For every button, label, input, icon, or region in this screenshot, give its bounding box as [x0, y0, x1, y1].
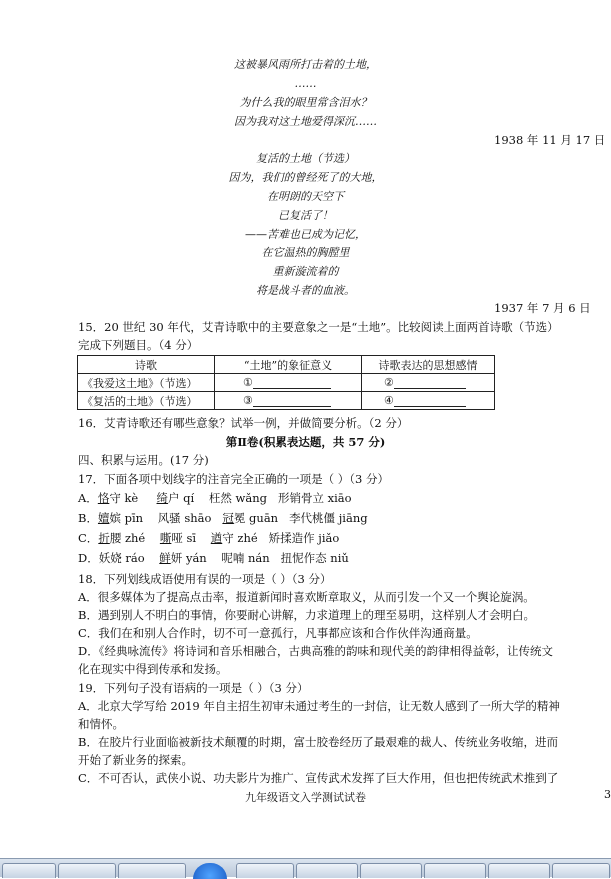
poem2-line: 在明朗的天空下	[267, 190, 344, 203]
poem2-line: ——苦难也已成为记忆，	[245, 228, 366, 241]
q19-option-b: B．在胶片行业面临被新技术颠覆的时期，富士胶卷经历了最艰难的裁人、传统业务收缩，进而	[78, 735, 558, 749]
part4-title: 四、积累与运用。(17 分)	[78, 453, 209, 467]
q17-option-a: A．恪守 kè 绮户 qí 枉然 wǎng 形销骨立 xiāo	[78, 491, 352, 505]
poem2-date: 1937 年 7 月 6 日	[494, 301, 591, 315]
table-row	[78, 392, 495, 410]
section-title: 第Ⅱ卷(积累表达题，共 57 分)	[225, 435, 386, 449]
q18-option-b: B．遇到别人不明白的事情，你要耐心讲解，力求道理上的理至易明，这样别人才会明白。	[78, 608, 535, 622]
q18-stem: 18．下列划线成语使用有误的一项是（ ）（3 分）	[78, 572, 332, 586]
poem1-line: ……	[294, 77, 317, 90]
q17-option-c: C．折腰 zhé 嘶哑 sī 遒守 zhé 矫揉造作 jiǎo	[78, 531, 340, 545]
q17-option-d: D．妖娆 ráo 鲜妍 yán 呢喃 nán 扭怩作态 niǔ	[78, 551, 349, 565]
q19-option-a-cont: 和情怀。	[78, 717, 124, 731]
q19-option-c: C．不可否认，武侠小说、功夫影片为推广、宣传武术发挥了巨大作用，但也把传统武术推到了	[78, 771, 559, 785]
table-header: 诗歌表达的思想感情	[362, 356, 495, 374]
poem2-title: 复活的土地（节选）	[256, 152, 355, 165]
taskbar	[0, 858, 611, 877]
table-cell-poem: 《复活的土地》（节选）	[78, 392, 215, 410]
poem1-line: 这被暴风雨所打击着的土地，	[234, 58, 377, 71]
page-footer: 九年级语文入学测试试卷	[245, 791, 366, 804]
q19-stem: 19．下列句子没有语病的一项是（ ）（3 分）	[78, 681, 309, 695]
answer-blank-3[interactable]: ③	[215, 392, 362, 410]
q15-stem: 15．20 世纪 30 年代，艾青诗歌中的主要意象之一是“土地”。比较阅读上面两首诗歌（节选）	[78, 320, 559, 334]
q18-option-d: D．《经典咏流传》将诗词和音乐相融合，古典高雅的韵味和现代美的韵律相得益彰，让传统文	[78, 644, 553, 658]
q15-table	[77, 355, 495, 410]
start-orb-icon[interactable]	[193, 863, 227, 879]
q17-option-b: B．嬗嫔 pīn 风骚 shāo 冠冕 guān 李代桃僵 jiāng	[78, 511, 368, 525]
answer-blank-1[interactable]: ①	[215, 374, 362, 392]
table-cell-poem: 《我爱这土地》（节选）	[78, 374, 215, 392]
answer-blank-4[interactable]: ④	[362, 392, 495, 410]
q19-option-a: A．北京大学写给 2019 年自主招生初审未通过考生的一封信，让无数人感到了一所大学的精神	[78, 699, 560, 713]
table-header: “土地”的象征意义	[215, 356, 362, 374]
poem2-line: 已复活了！	[278, 209, 333, 222]
poem2-line: 将是战斗者的血液。	[256, 284, 355, 297]
answer-blank-2[interactable]: ②	[362, 374, 495, 392]
poem2-line: 因为，我们的曾经死了的大地，	[228, 171, 383, 184]
table-row	[78, 374, 495, 392]
q17-stem: 17．下面各项中划线字的注音完全正确的一项是（ ）（3 分）	[78, 472, 390, 486]
q16-stem: 16．艾青诗歌还有哪些意象？试举一例，并做简要分析。（2 分）	[78, 416, 409, 430]
q18-option-c: C．我们在和别人合作时，切不可一意孤行，凡事都应该和合作伙伴沟通商量。	[78, 626, 478, 640]
table-header-row	[78, 356, 495, 374]
q15-stem-cont: 完成下列题目。（4 分）	[78, 338, 199, 352]
q18-option-a: A．很多媒体为了提高点击率，报道新闻时喜欢断章取义，从而引发一个又一个舆论旋涡。	[78, 590, 535, 604]
poem1-line: 为什么我的眼里常含泪水？	[239, 96, 372, 109]
q18-option-d-cont: 化在现实中得到传承和发扬。	[78, 662, 228, 676]
table-header: 诗歌	[78, 356, 215, 374]
page-number: 3	[604, 788, 611, 801]
poem1-line: 因为我对这土地爱得深沉……	[234, 115, 377, 128]
poem2-line: 重新漩流着的	[272, 265, 339, 278]
poem2-line: 在它温热的胸膛里	[261, 246, 350, 259]
q19-option-b-cont: 开始了新业务的探索。	[78, 753, 193, 767]
poem1-date: 1938 年 11 月 17 日	[494, 133, 606, 147]
